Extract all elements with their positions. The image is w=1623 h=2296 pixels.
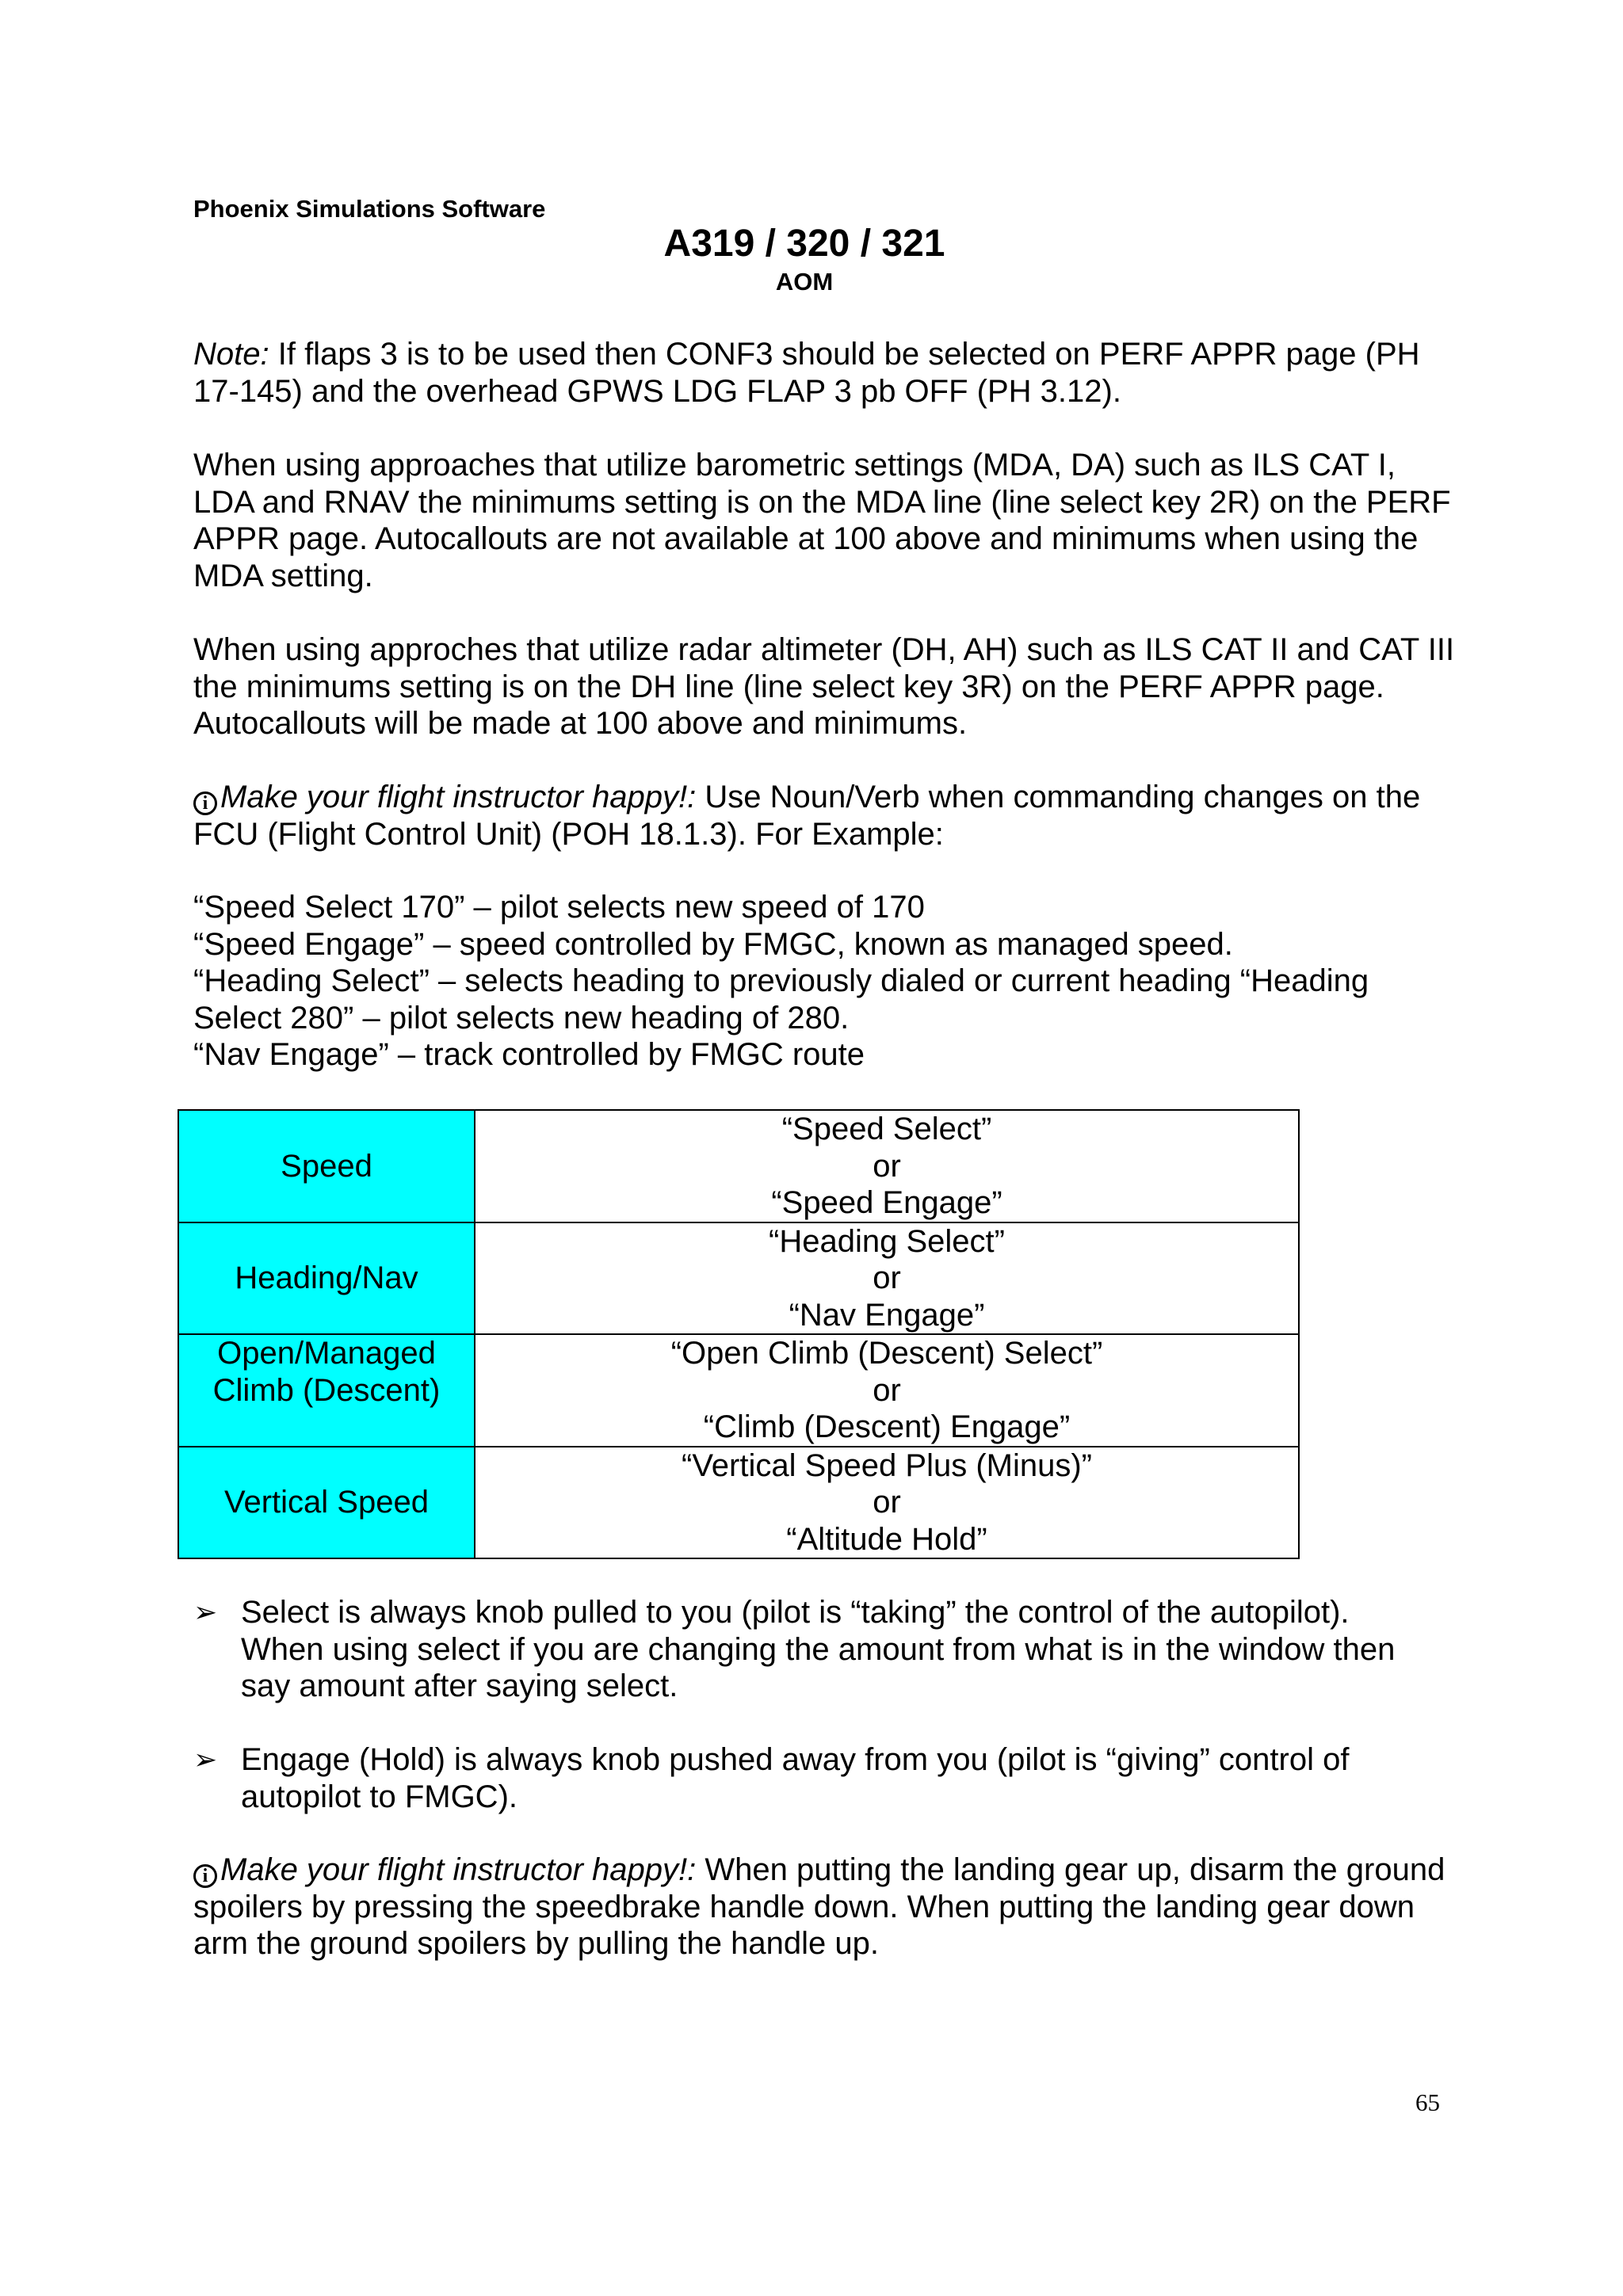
command-select: “Speed Select”: [781, 1112, 992, 1146]
command-or: or: [873, 1372, 901, 1408]
info-icon: i: [193, 791, 217, 815]
table-row: [178, 1334, 1299, 1447]
bullet-item: [193, 1741, 1430, 1815]
example-item: “Speed Select 170” – pilot selects new speed of 170: [193, 890, 925, 925]
note-paragraph: [193, 336, 1461, 410]
mode-label: Open/Managed: [217, 1336, 436, 1371]
command-cell: [475, 1222, 1299, 1335]
note-text: If flaps 3 is to be used then CONF3 should be selected on PERF APPR page (PH 17-145) and the overhead GPWS LDG FLAP 3 pb OFF (PH 3.12).: [193, 337, 1420, 409]
tip-text: When putting the landing gear up, disarm the ground spoilers by pressing the speedbrake handle down. When putting the landing gear down arm the ground spoilers by pulling the handle up.: [193, 1852, 1445, 1961]
instructor-tip-1: [193, 779, 1461, 852]
document-title: A319 / 320 / 321: [663, 223, 945, 265]
fcu-commands-table: [178, 1109, 1300, 1559]
command-or: or: [873, 1148, 901, 1184]
tip-label: Make your flight instructor happy!:: [220, 780, 697, 814]
mode-label: Speed: [281, 1148, 372, 1184]
barometric-paragraph: [193, 447, 1461, 594]
command-or: or: [873, 1261, 901, 1295]
document-subtitle: AOM: [775, 268, 834, 296]
command-engage: “Climb (Descent) Engage”: [703, 1409, 1071, 1444]
command-select: “Heading Select”: [769, 1223, 1005, 1259]
page-number: 65: [1415, 2088, 1440, 2116]
mode-cell: [178, 1334, 475, 1447]
command-engage: “Nav Engage”: [789, 1297, 985, 1333]
table-row: [178, 1222, 1299, 1335]
command-cell: [475, 1447, 1299, 1559]
command-select: “Vertical Speed Plus (Minus)”: [682, 1447, 1092, 1483]
arrow-bullet-icon: ➢: [193, 1743, 218, 1775]
command-select: “Open Climb (Descent) Select”: [670, 1336, 1103, 1371]
bullet-text: Engage (Hold) is always knob pushed away from you (pilot is “giving” control of autopilot to FMGC).: [241, 1742, 1350, 1814]
company-name: Phoenix Simulations Software: [193, 195, 546, 223]
command-cell: [475, 1110, 1299, 1222]
command-cell: [475, 1334, 1299, 1447]
instructor-tip-2: [193, 1852, 1461, 1962]
mode-label: Climb (Descent): [212, 1372, 441, 1408]
mode-cell: [178, 1110, 475, 1222]
bullet-text: Select is always knob pulled to you (pilot is “taking” the control of the autopilot). When using select if you are changing the amount from what is in the window then say amount after saying select.: [241, 1595, 1396, 1703]
mode-label: Heading/Nav: [235, 1261, 418, 1295]
radar-altimeter-text: When using approches that utilize radar altimeter (DH, AH) such as ILS CAT II and CAT III the minimums setting is on the DH line (line select key 3R) on the PERF APPR page. Autocallouts will be made at 100 above and minimums.: [193, 632, 1455, 741]
tip-label: Make your flight instructor happy!:: [220, 1852, 697, 1887]
info-icon: i: [193, 1864, 217, 1888]
radar-altimeter-paragraph: [193, 631, 1461, 742]
example-item: “Heading Select” – selects heading to previously dialed or current heading “Heading Select 280” – pilot selects new heading of 280.: [193, 963, 1369, 1035]
table-row: [178, 1447, 1299, 1559]
bullet-item: [193, 1594, 1430, 1705]
example-item: “Speed Engage” – speed controlled by FMGC, known as managed speed.: [193, 926, 1233, 962]
note-label: Note:: [193, 337, 269, 372]
tip-text: Use Noun/Verb when commanding changes on the FCU (Flight Control Unit) (POH 18.1.3). For Example:: [193, 780, 1421, 852]
mode-cell: [178, 1447, 475, 1559]
barometric-text: When using approaches that utilize barometric settings (MDA, DA) such as ILS CAT I, LDA and RNAV the minimums setting is on the MDA line (line select key 2R) on the PERF APPR page. Autocallouts are not available at 100 above and minimums when using the MDA setting.: [193, 448, 1451, 593]
table-row: [178, 1110, 1299, 1222]
command-engage: “Speed Engage”: [771, 1185, 1002, 1220]
arrow-bullet-icon: ➢: [193, 1596, 218, 1628]
mode-cell: [178, 1222, 475, 1335]
examples-list: [193, 889, 1461, 1074]
example-item: “Nav Engage” – track controlled by FMGC route: [193, 1037, 865, 1072]
mode-label: Vertical Speed: [224, 1485, 429, 1520]
command-or: or: [873, 1485, 901, 1520]
command-engage: “Altitude Hold”: [786, 1521, 987, 1557]
